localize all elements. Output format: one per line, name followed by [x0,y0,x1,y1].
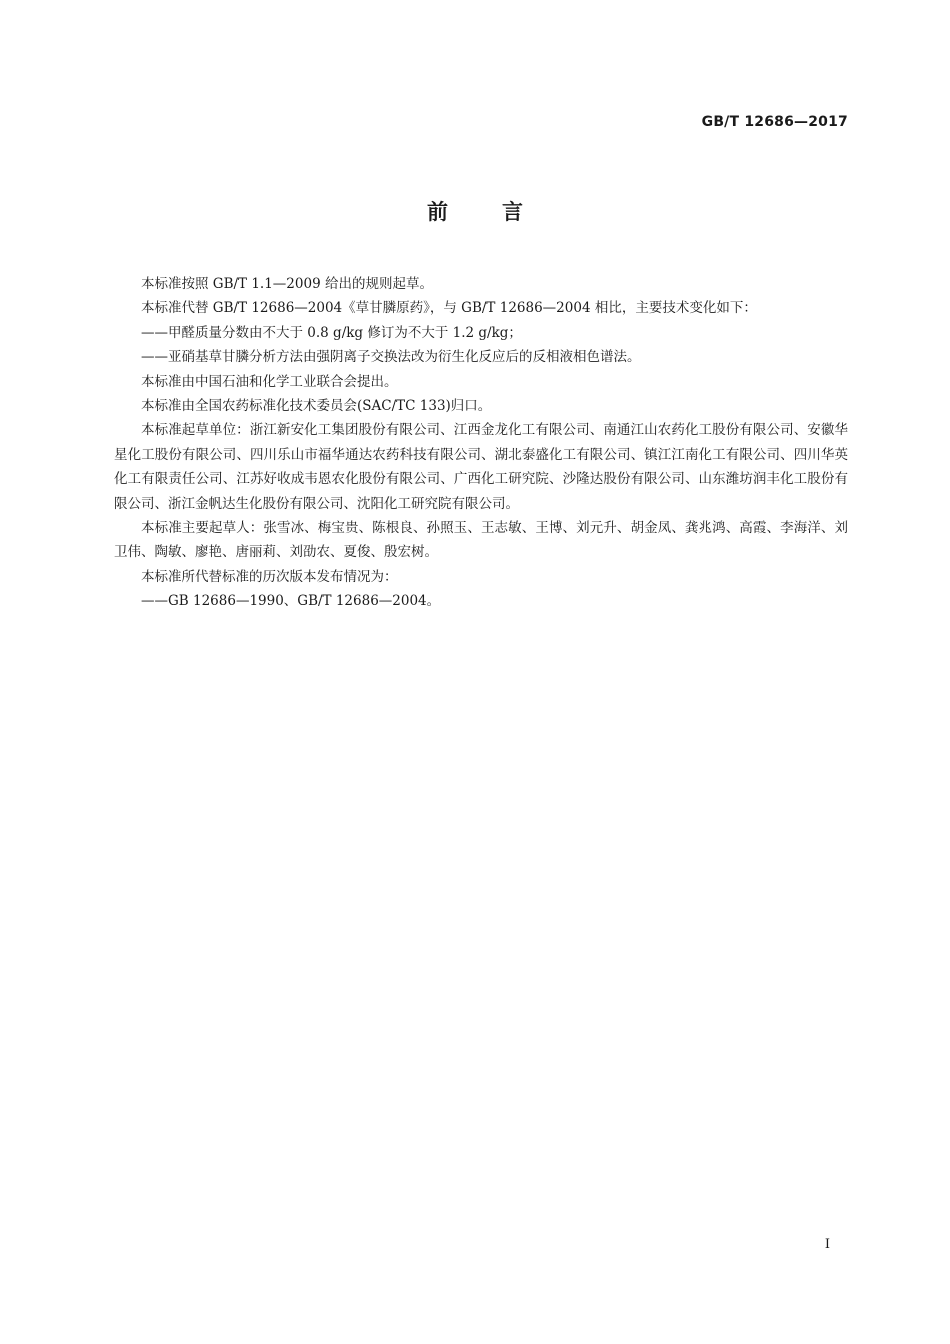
paragraph-replacement: 本标准代替 GB/T 12686—2004《草甘膦原药》，与 GB/T 12686—2004 相比，主要技术变化如下： [141,300,757,317]
page-number: I [824,1237,830,1252]
paragraph-change-formaldehyde: ——甲醛质量分数由不大于 0.8 g/kg 修订为不大于 1.2 g/kg； [141,324,522,341]
paragraph-drafters: 本标准主要起草人：张雪冰、梅宝贵、陈根良、孙照玉、王志敏、王博、刘元升、胡金凤、龚兆鸿、高霞、李海洋、刘卫伟、陶敏、廖艳、唐丽莉、刘劭农、夏俊、殷宏树。 [114,520,848,561]
paragraph-proposer: 本标准由中国石油和化学工业联合会提出。 [141,373,398,390]
paragraph-drafting-rules: 本标准按照 GB/T 1.1—2009 给出的规则起草。 [141,276,433,292]
standard-code: GB/T 12686—2017 [701,114,848,130]
page-title: 前言 [427,200,577,224]
paragraph-history-intro: 本标准所代替标准的历次版本发布情况为： [141,568,398,585]
document-body [114,272,848,614]
paragraph-administrator: 本标准由全国农药标准化技术委员会(SAC/TC 133)归口。 [141,398,492,415]
paragraph-history-versions: ——GB 12686—1990、GB/T 12686—2004。 [141,593,441,610]
paragraph-change-analysis-method: ——亚硝基草甘膦分析方法由强阴离子交换法改为衍生化反应后的反相液相色谱法。 [141,349,641,366]
paragraph-drafting-units: 本标准起草单位：浙江新安化工集团股份有限公司、江西金龙化工有限公司、南通江山农药化工股份有限公司、安徽华星化工股份有限公司、四川乐山市福华通达农药科技有限公司、湖北泰盛化工有限公司、镇江江南化工有限公司、四川华英化工有限责任公司、江苏好收成韦恩农化股份有限公司、广西化工研究院、沙隆达股份有限公司、山东潍坊润丰化工股份有限公司、浙江金帆达生化股份有限公司、沈阳化工研究院有限公司。 [114,422,848,512]
